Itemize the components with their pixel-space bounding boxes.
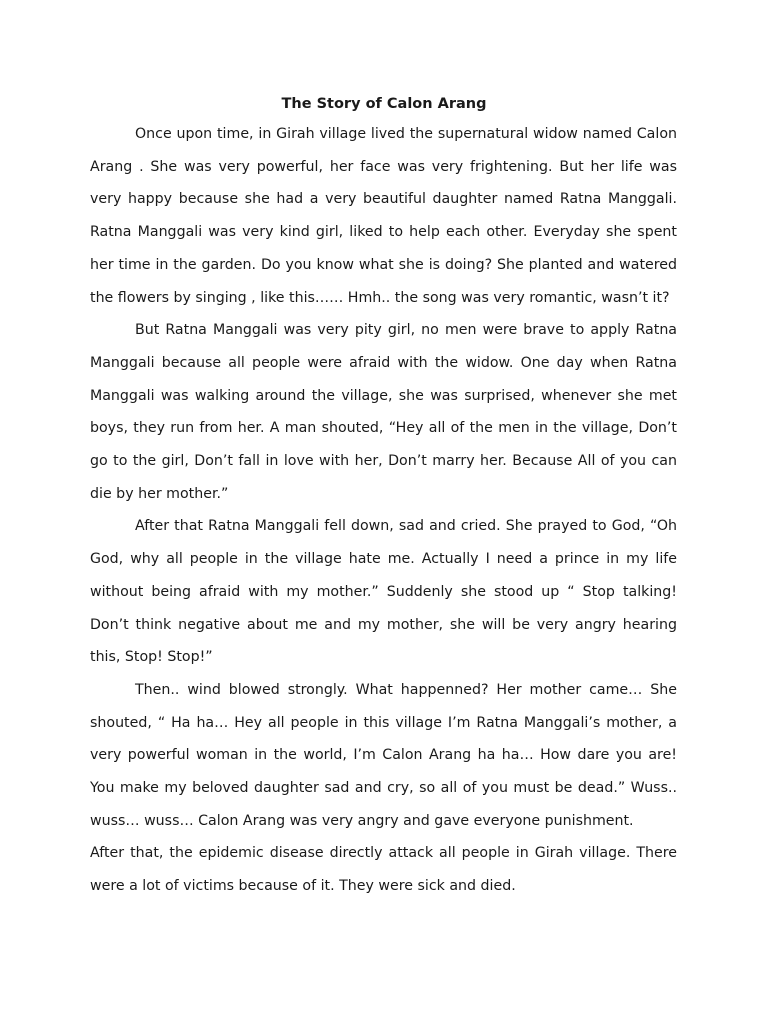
document-title: The Story of Calon Arang xyxy=(281,96,487,112)
story-body xyxy=(90,118,677,903)
paragraph-3: After that Ratna Manggali fell down, sad and cried. She prayed to God, “Oh God, why all people in the village hate me. Actually I need a prince in my life without being afraid with my mother.” Suddenly she stood up “ Stop talking! Don’t think negative about me and my mother, she will be very angry hearing this, Stop! Stop!” xyxy=(90,518,677,666)
paragraph-2: But Ratna Manggali was very pity girl, no men were brave to apply Ratna Manggali because all people were afraid with the widow. One day when Ratna Manggali was walking around the village, she was surprised, whenever she met boys, they run from her. A man shouted, “Hey all of the men in the village, Don’t go to the girl, Don’t fall in love with her, Don’t marry her. Because All of you can die by her mother.” xyxy=(90,322,677,502)
paragraph-5: After that, the epidemic disease directly attack all people in Girah village. There were a lot of victims because of it. They were sick and died. xyxy=(90,845,677,895)
paragraph-4: Then.. wind blowed strongly. What happenned? Her mother came… She shouted, “ Ha ha… Hey all people in this village I’m Ratna Manggali’s mother, a very powerful woman in the world, I’m Calon Arang ha ha… How dare you are! You make my beloved daughter sad and cry, so all of you must be dead.” Wuss.. wuss… wuss… Calon Arang was very angry and gave everyone punishment. xyxy=(90,681,677,829)
paragraph-1: Once upon time, in Girah village lived the supernatural widow named Calon Arang . She was very powerful, her face was very frightening. But her life was very happy because she had a very beautiful daughter named Ratna Manggali. Ratna Manggali was very kind girl, liked to help each other. Everyday she spent her time in the garden. Do you know what she is doing? She planted and watered the flowers by singing , like this…… Hmh.. the song was very romantic, wasn’t it? xyxy=(90,126,677,306)
